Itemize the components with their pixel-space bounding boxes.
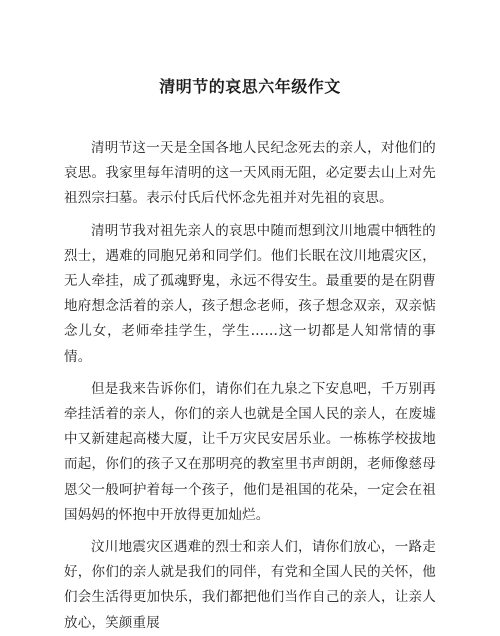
document-title: 清明节的哀思六年级作文 — [159, 77, 341, 96]
paragraph: 但是我来告诉你们，请你们在九泉之下安息吧，千万别再牵挂活着的亲人，你们的亲人也就是全国人民的亲人，在废墟中又新建起高楼大厦，让千万灾民安居乐业。一栋栋学校拔地而起，你们的孩子又在那明亮的教室里书声朗朗，老师像慈母恩父一般呵护着每一个孩子，他们是祖国的花朵，一定会在祖国妈妈的怀抱中开放得更加灿烂。 — [64, 380, 436, 523]
paragraph: 清明节我对祖先亲人的哀思中随而想到汶川地震中牺牲的烈士，遇难的同胞兄弟和同学们。他们长眠在汶川地震灾区，无人牵挂，成了孤魂野鬼，永远不得安生。最重要的是在阴曹地府想念活着的亲人，孩子想念老师，孩子想念双亲，双亲惦念儿女，老师牵挂学生，学生……这一切都是人知常情的事情。 — [64, 222, 436, 365]
document-body — [64, 136, 436, 636]
paragraph: 清明节这一天是全国各地人民纪念死去的亲人，对他们的哀思。我家里每年清明的这一天风雨无阻，必定要去山上对先祖烈宗扫墓。表示付氏后代怀念先祖并对先祖的哀思。 — [64, 140, 436, 207]
paragraph: 汶川地震灾区遇难的烈士和亲人们，请你们放心，一路走好，你们的亲人就是我们的同伴，有党和全国人民的关怀，他们会生活得更加快乐，我们都把他们当作自己的亲人，让亲人放心，笑颜重展 — [64, 539, 436, 631]
